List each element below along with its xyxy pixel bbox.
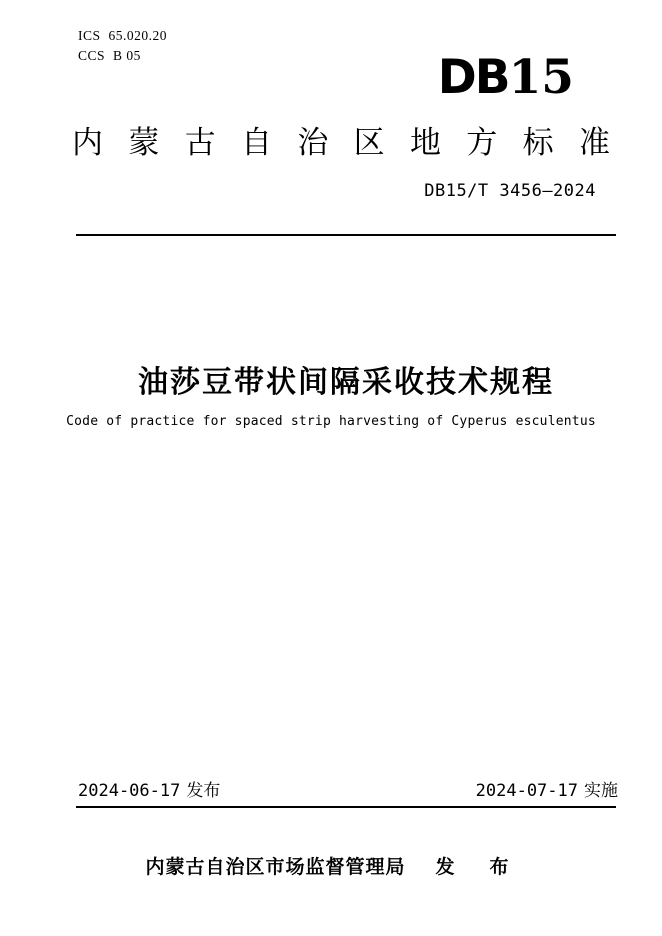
ics-label: ICS: [78, 28, 101, 43]
publisher-name: 内蒙古自治区市场监督管理局: [145, 857, 406, 878]
publisher-line: [0, 852, 662, 879]
ccs-code-line: [78, 46, 167, 66]
header-divider-line: [76, 234, 616, 236]
issue-date-group: [78, 780, 220, 802]
implementation-label: 实施: [584, 781, 618, 800]
heading-char: 古: [184, 125, 216, 160]
heading-char: 区: [353, 125, 385, 160]
heading-char: 内: [72, 125, 103, 160]
heading-char: 准: [578, 125, 610, 160]
heading-char: 治: [297, 125, 329, 160]
heading-char: 方: [466, 125, 498, 160]
db15-logo-db: DB: [437, 50, 509, 105]
classification-codes: [78, 26, 167, 66]
standard-heading: [72, 126, 610, 160]
db15-logo: [438, 52, 574, 103]
heading-char: 自: [240, 125, 272, 160]
issue-date: 2024-06-17: [78, 781, 181, 801]
document-title: 油莎豆带状间隔采收技术规程: [138, 366, 554, 399]
ccs-value: B 05: [113, 48, 141, 63]
implementation-date: 2024-07-17: [475, 781, 578, 801]
standard-number: DB15/T 3456—2024: [424, 181, 596, 201]
heading-char: 地: [409, 125, 441, 160]
heading-char: 蒙: [128, 125, 160, 160]
ics-code-line: [78, 26, 167, 46]
db15-logo-num: 15: [508, 50, 574, 105]
implementation-date-group: [476, 780, 618, 802]
ccs-label: CCS: [78, 48, 106, 63]
heading-char: 标: [522, 125, 554, 160]
ics-value: 65.020.20: [108, 28, 168, 43]
document-title-english: Code of practice for spaced strip harvesting of Cyperus esculentus: [66, 414, 596, 429]
issue-label: 发布: [186, 781, 221, 800]
publish-label: 发 布: [435, 857, 517, 878]
date-row: [78, 780, 618, 802]
footer-divider-line: [76, 806, 616, 808]
